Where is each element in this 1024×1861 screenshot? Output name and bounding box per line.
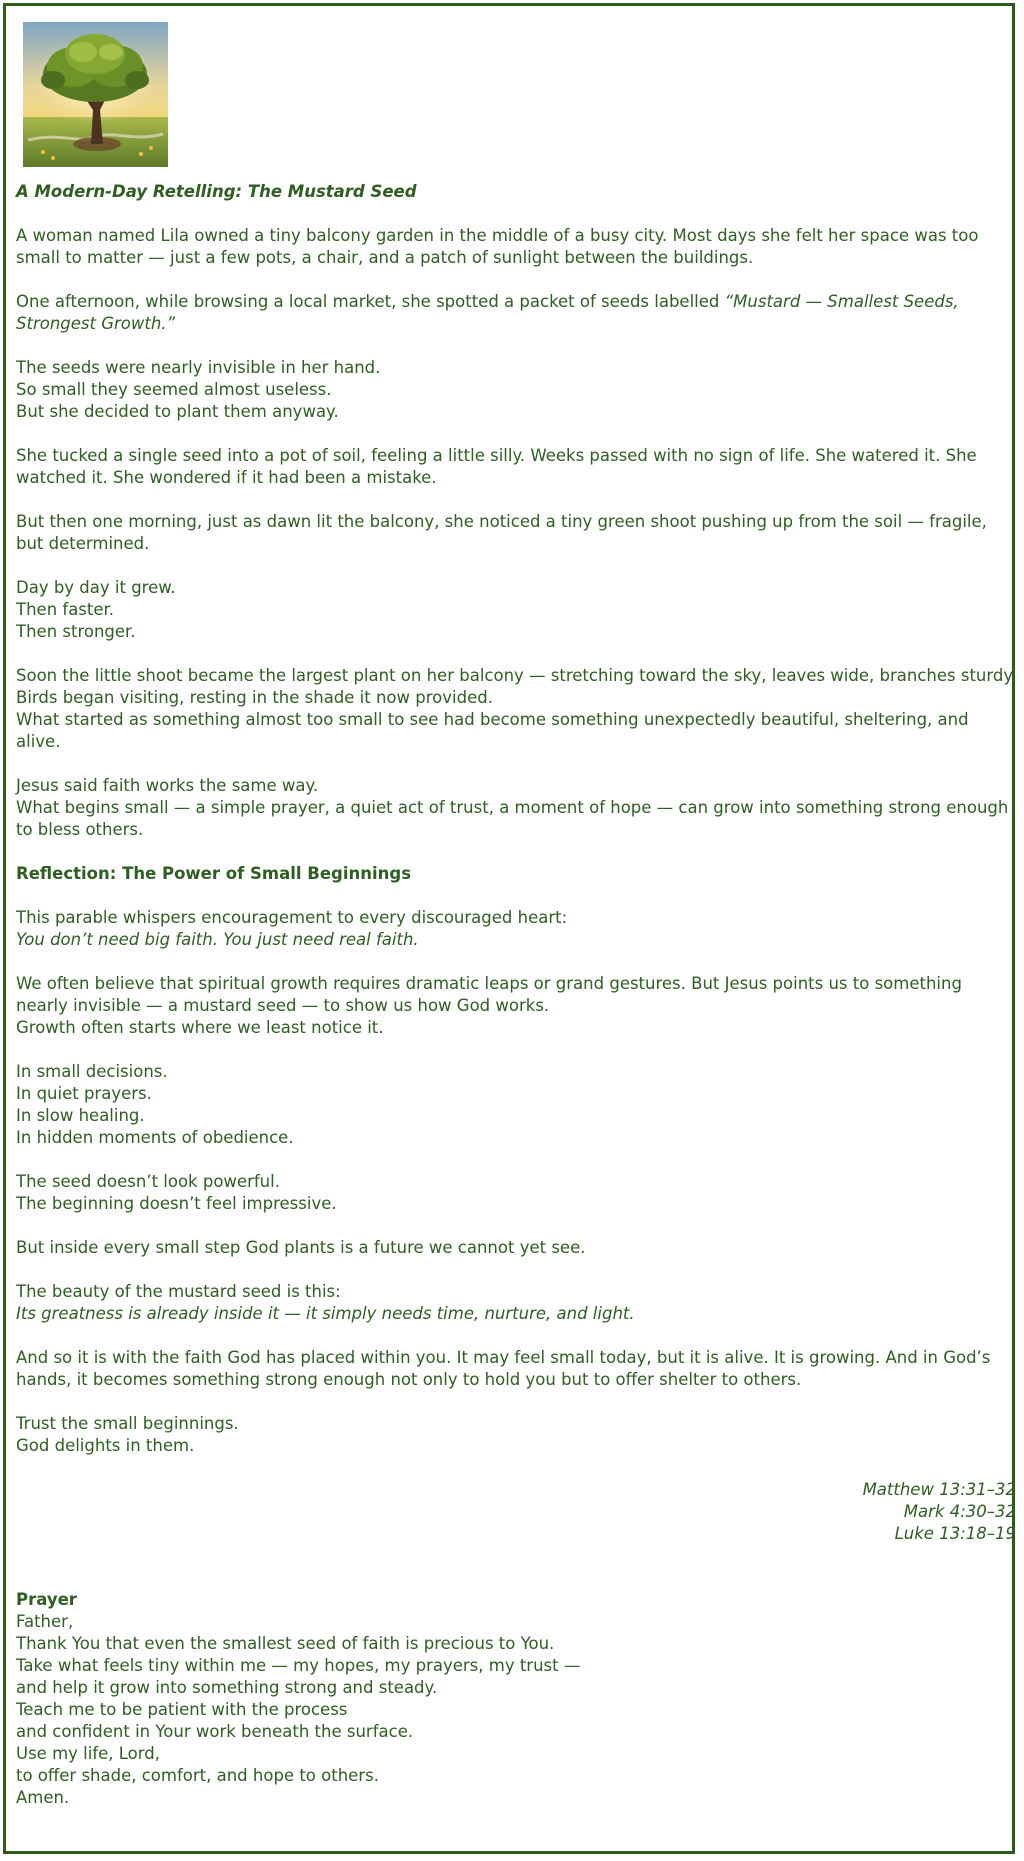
story-paragraph-1: A woman named Lila owned a tiny balcony garden in the middle of a busy city. Most days she felt her space was too small to matter — just a few pots, a chair, and a patch of sunlight between the buildings. [16, 226, 979, 267]
prayer-heading: Prayer [16, 1590, 77, 1609]
reflection-line: Growth often starts where we least notice it. [16, 1018, 384, 1037]
story-paragraph-8 [16, 775, 1016, 841]
reflection-line: In quiet prayers. [16, 1084, 152, 1103]
prayer-line: and confident in Your work beneath the surface. [16, 1722, 414, 1741]
scripture-reference: Mark 4:30–32 [903, 1502, 1016, 1521]
reflection-paragraph-5: But inside every small step God plants is a future we cannot yet see. [16, 1238, 586, 1257]
prayer-line: Teach me to be patient with the process [16, 1700, 348, 1719]
reflection-line: The beginning doesn’t feel impressive. [16, 1194, 337, 1213]
reflection-line: In hidden moments of obedience. [16, 1128, 294, 1147]
scripture-reference: Luke 13:18–19 [894, 1524, 1016, 1543]
scripture-references [16, 1479, 1016, 1545]
prayer-line: Amen. [16, 1788, 70, 1807]
prayer-line: and help it grow into something strong and steady. [16, 1678, 438, 1697]
reflection-paragraph-4 [16, 1171, 1016, 1215]
story-line: Then stronger. [16, 622, 136, 641]
reflection-heading: Reflection: The Power of Small Beginnings [16, 864, 412, 883]
reflection-paragraph-8 [16, 1413, 1016, 1457]
story-paragraph-5: But then one morning, just as dawn lit the balcony, she noticed a tiny green shoot pushing up from the soil — fragile, but determined. [16, 512, 987, 553]
story-paragraph-3 [16, 357, 1016, 423]
reflection-line: In small decisions. [16, 1062, 168, 1081]
story-line: What started as something almost too small to see had become something unexpectedly beautiful, sheltering, and alive. [16, 710, 969, 751]
reflection-paragraph-6 [16, 1281, 1016, 1325]
story-line: Soon the little shoot became the largest plant on her balcony — stretching toward the sky, leaves wide, branches sturdy. Birds began visiting, resting in the shade it now provided. [16, 666, 1016, 707]
reflection-line: You don’t need big faith. You just need real faith. [16, 930, 419, 949]
tree-image [23, 22, 168, 167]
reflection-paragraph-3 [16, 1061, 1016, 1149]
story-line: Then faster. [16, 600, 115, 619]
story-line: What begins small — a simple prayer, a quiet act of trust, a moment of hope — can grow into something strong enough to bless others. [16, 798, 1009, 839]
reflection-line: Trust the small beginnings. [16, 1414, 239, 1433]
reflection-line: This parable whispers encouragement to every discouraged heart: [16, 908, 568, 927]
story-paragraph-2-lead: One afternoon, while browsing a local market, she spotted a packet of seeds labelled [16, 292, 725, 311]
reflection-line: The beauty of the mustard seed is this: [16, 1282, 341, 1301]
story-line: Day by day it grew. [16, 578, 176, 597]
prayer-line: Use my life, Lord, [16, 1744, 160, 1763]
story-paragraph-2 [16, 291, 1016, 335]
article-title: A Modern-Day Retelling: The Mustard Seed [16, 182, 417, 201]
story-paragraph-6 [16, 577, 1016, 643]
prayer-line: Take what feels tiny within me — my hopes, my prayers, my trust — [16, 1656, 581, 1675]
story-line: The seeds were nearly invisible in her hand. [16, 358, 381, 377]
story-line: Jesus said faith works the same way. [16, 776, 319, 795]
reflection-paragraph-7: And so it is with the faith God has placed within you. It may feel small today, but it is alive. It is growing. And in God’s hands, it becomes something strong enough not only to hold you but to offer shelter to others. [16, 1348, 991, 1389]
reflection-line: The seed doesn’t look powerful. [16, 1172, 280, 1191]
reflection-line: In slow healing. [16, 1106, 145, 1125]
story-paragraph-7 [16, 665, 1016, 753]
prayer-line: to offer shade, comfort, and hope to others. [16, 1766, 379, 1785]
story-paragraph-4: She tucked a single seed into a pot of soil, feeling a little silly. Weeks passed with no sign of life. She watered it. She watched it. She wondered if it had been a mistake. [16, 446, 977, 487]
reflection-paragraph-2 [16, 973, 1016, 1039]
scripture-reference: Matthew 13:31–32 [862, 1480, 1016, 1499]
seed-packet-quote: “Mustard — Smallest Seeds, Strongest Growth.” [16, 292, 959, 333]
prayer [16, 1589, 1016, 1809]
prayer-line: Father, [16, 1612, 74, 1631]
reflection-line: God delights in them. [16, 1436, 195, 1455]
article [16, 22, 1016, 1831]
reflection-paragraph-1 [16, 907, 1016, 951]
reflection-line: We often believe that spiritual growth requires dramatic leaps or grand gestures. But Jesus points us to something nearly invisible — a mustard seed — to show us how God works. [16, 974, 962, 1015]
story-line: But she decided to plant them anyway. [16, 402, 339, 421]
story-line: So small they seemed almost useless. [16, 380, 332, 399]
reflection-line: Its greatness is already inside it — it simply needs time, nurture, and light. [16, 1304, 635, 1323]
prayer-line: Thank You that even the smallest seed of faith is precious to You. [16, 1634, 555, 1653]
